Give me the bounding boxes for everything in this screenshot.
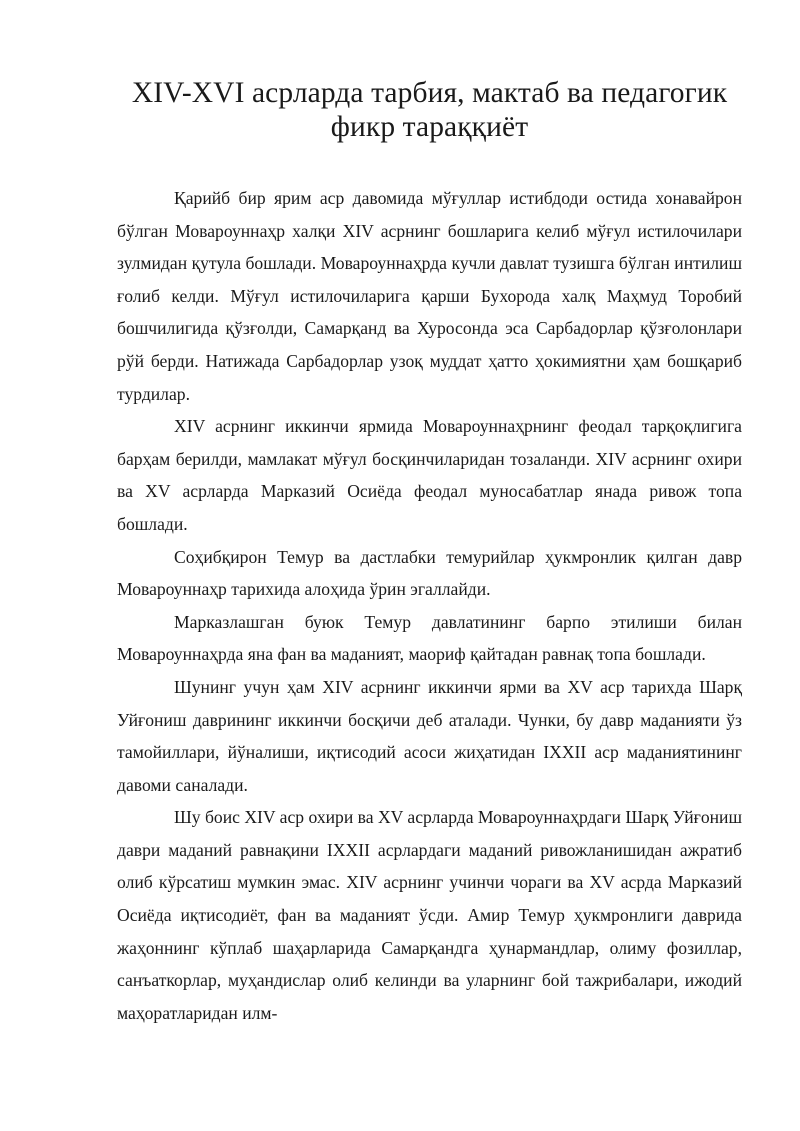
paragraph-6: Шу боис XIV аср охири ва XV асрларда Мовароуннаҳрдаги Шарқ Уйғониш даври маданий равнақини IXXII асрлардаги маданий ривожланишидан ажратиб олиб кўрсатиш мумкин эмас. XIV асрнинг учинчи чораги ва XV асрда Марказий Осиёда иқтисодиёт, фан ва маданият ўсди. Амир Темур ҳукмронлиги даврида жаҳоннинг кўплаб шаҳарларида Самарқандга ҳунармандлар, олиму фозиллар, санъаткорлар, муҳандислар олиб келинди ва уларнинг бой тажрибалари, ижодий маҳоратларидан илм- — [117, 807, 743, 1023]
title-line-2: фикр тараққиёт — [330, 111, 529, 143]
paragraph-1: Қарийб бир ярим аср давомида мўғуллар истибдоди остида хонавайрон бўлган Мовароуннаҳр халқи XIV асрнинг бошларига келиб мўғул истилочилари зулмидан қутула бошлади. Мовароуннаҳрда кучли давлат тузишга бўлган интилиш ғолиб келди. Мўғул истилочиларига қарши Бухорода халқ Маҳмуд Торобий бошчилигида қўзғолди, Самарқанд ва Хуросонда эса Сарбадорлар қўзғолонлари рўй берди. Натижада Сарбадорлар узоқ муддат ҳатто ҳокимиятни ҳам бошқариб турдилар. — [117, 188, 742, 404]
body-text — [117, 182, 742, 1029]
paragraph-4: Марказлашган буюк Темур давлатининг барпо этилиши билан Мовароуннаҳрда яна фан ва маданият, маориф қайтадан равнақ топа бошлади. — [117, 611, 742, 665]
paragraph-5: Шунинг учун ҳам XIV асрнинг иккинчи ярми ва XV аср тарихда Шарқ Уйғониш даврининг иккинчи босқичи деб аталади. Чунки, бу давр маданияти ўз тамойиллари, йўналиши, иқтисодий асоси жиҳатидан IXXII аср маданиятининг давоми саналади. — [117, 676, 742, 795]
paragraph-3: Соҳибқирон Темур ва дастлабки темурийлар ҳукмронлик қилган давр Мовароуннаҳр тарихида алоҳида ўрин эгаллайди. — [117, 546, 742, 600]
page-title — [117, 76, 742, 144]
title-line-1: XIV-XVI асрларда тарбия, мактаб ва педагогик — [131, 77, 728, 109]
paragraph-2: XIV асрнинг иккинчи ярмида Мовароуннаҳрнинг феодал тарқоқлигига барҳам берилди, мамлакат мўғул босқинчиларидан тозаланди. XIV асрнинг охири ва XV асрларда Марказий Осиёда феодал муносабатлар янада ривож топа бошлади. — [117, 416, 742, 534]
